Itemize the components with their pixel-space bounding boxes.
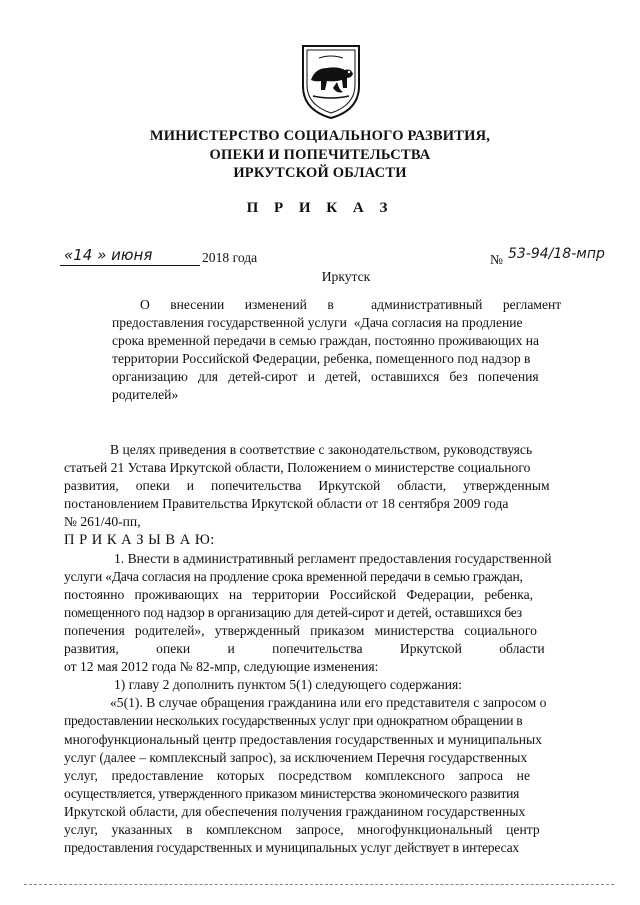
date-underline xyxy=(60,265,200,266)
body-line: услуг, указанных в комплексном запросе, многофункциональный центр xyxy=(64,821,540,837)
order-subject xyxy=(112,296,594,405)
body-line: от 12 мая 2012 года № 82-мпр, следующие изменения: xyxy=(64,659,379,675)
order-date-handwritten: «14 » июня xyxy=(64,246,153,264)
subject-line: территории Российской Федерации, ребенка, помещенного под надзор в xyxy=(112,351,531,367)
subject-line: родителей» xyxy=(112,387,179,403)
body-line: предоставлении нескольких государственных услуг при однократном обращении в xyxy=(64,713,523,729)
body-line: услуги «Дача согласия на продление срока временной передачи в семью граждан, xyxy=(64,568,523,584)
body-line: Иркутской области, для обеспечения получения гражданином государственных xyxy=(64,803,526,819)
subject-line: предоставления государственной услуги «Дача согласия на продление xyxy=(112,315,523,331)
body-line: № 261/40-пп, xyxy=(64,514,141,530)
body-line: предоставления государственных и муниципальных услуг действует в интересах xyxy=(64,840,520,856)
ministry-name-line1: МИНИСТЕРСТВО СОЦИАЛЬНОГО РАЗВИТИЯ, xyxy=(149,128,491,144)
body-line: 1. Внести в административный регламент предоставления государственной xyxy=(114,550,552,566)
order-number-handwritten: 53-94/18-мпр xyxy=(508,246,605,262)
subject-line: организацию для детей-сирот и детей, оставшихся без попечения xyxy=(112,369,539,385)
body-line: развития, опеки и попечительства Иркутской области xyxy=(64,641,545,657)
subject-line: О внесении изменений в административный регламент xyxy=(140,297,562,312)
body-line: постановлением Правительства Иркутской области от 18 сентября 2009 года xyxy=(64,496,509,512)
body-line: статьей 21 Устава Иркутской области, Положением о министерстве социального xyxy=(64,460,531,476)
body-line: постоянно проживающих на территории Российской Федерации, ребенка, xyxy=(64,586,534,602)
ministry-name-line2: ОПЕКИ И ПОПЕЧИТЕЛЬСТВА xyxy=(209,147,431,163)
order-date-year: 2018 года xyxy=(202,250,258,265)
body-line: «5(1). В случае обращения гражданина или его представителя с запросом о xyxy=(110,695,547,711)
body-line: В целях приведения в соответствие с законодательством, руководствуясь xyxy=(110,442,533,457)
body-line: развития, опеки и попечительства Иркутской области, утвержденным xyxy=(64,478,550,494)
body-line: многофункциональный центр предоставления государственных и муниципальных xyxy=(64,731,542,747)
order-city: Иркутск xyxy=(321,269,371,284)
order-number-prefix: № xyxy=(490,252,503,267)
footer-rule xyxy=(24,884,614,885)
ministry-name-line3: ИРКУТСКОЙ ОБЛАСТИ xyxy=(233,165,407,181)
order-body xyxy=(64,441,612,857)
body-line: услуг, предоставление которых посредством комплексного запроса не xyxy=(64,767,530,783)
order-directive: П Р И К А З Ы В А Ю: xyxy=(64,532,215,549)
subject-line: срока временной передачи в семью граждан, постоянно проживающих на xyxy=(112,333,540,349)
coat-of-arms-icon xyxy=(297,40,365,120)
body-line: помещенного под надзор в организацию для детей-сирот и детей, оставшихся без xyxy=(64,604,522,620)
order-title: П Р И К А З xyxy=(246,200,394,216)
body-line: осуществляется, утвержденного приказом министерства экономического развития xyxy=(64,785,520,801)
body-line: 1) главу 2 дополнить пунктом 5(1) следующего содержания: xyxy=(114,677,463,693)
body-line: попечения родителей», утвержденный приказом министерства социального xyxy=(64,622,537,638)
body-line: услуг (далее – комплексный запрос), за исключением Перечня государственных xyxy=(64,749,528,765)
